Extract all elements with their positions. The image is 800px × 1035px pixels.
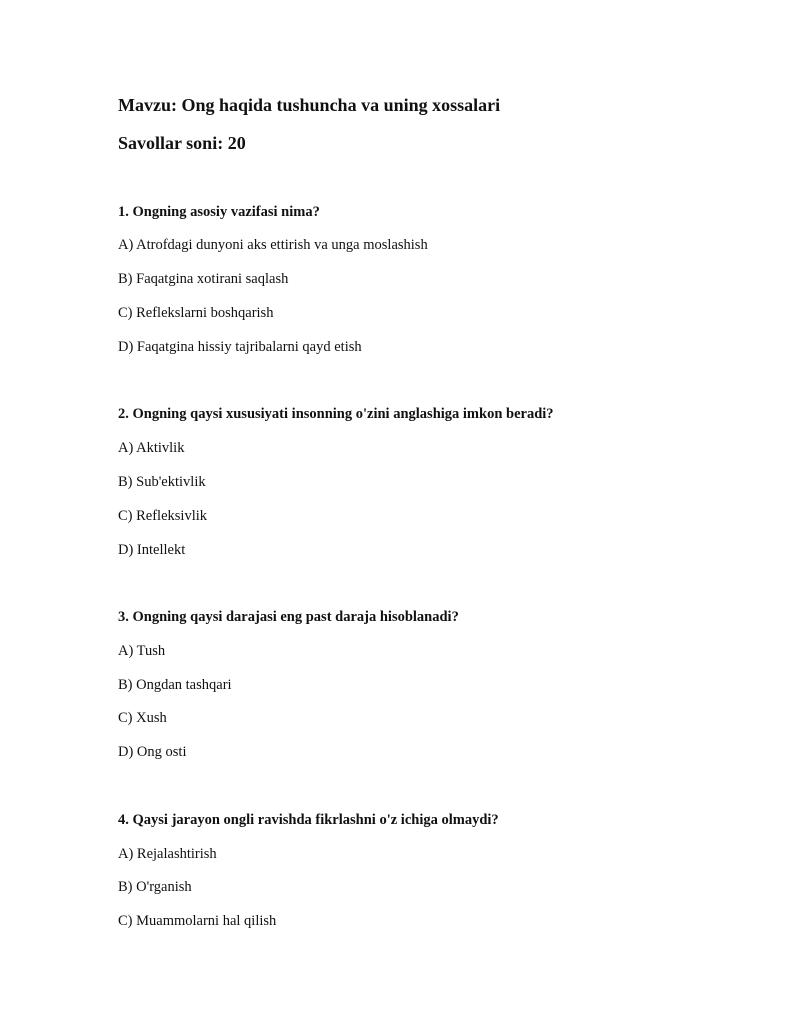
question-3-option-b: B) Ongdan tashqari: [118, 677, 232, 693]
question-3-option-a: A) Tush: [118, 643, 166, 659]
question-1: 1. Ongning asosiy vazifasi nima?: [118, 204, 320, 220]
question-count: Savollar soni: 20: [118, 133, 246, 153]
question-3: 3. Ongning qaysi darajasi eng past daraja hisoblanadi?: [118, 609, 459, 625]
question-2-option-d: D) Intellekt: [118, 542, 186, 558]
question-1-option-b: B) Faqatgina xotirani saqlash: [118, 271, 289, 287]
question-4-option-c: C) Muammolarni hal qilish: [118, 913, 277, 929]
question-2-option-c: C) Refleksivlik: [118, 508, 208, 524]
question-4-option-b: B) O'rganish: [118, 879, 192, 895]
question-1-option-a: A) Atrofdagi dunyoni aks ettirish va unga moslashish: [118, 237, 428, 253]
question-1-option-d: D) Faqatgina hissiy tajribalarni qayd etish: [118, 339, 362, 355]
question-4: 4. Qaysi jarayon ongli ravishda fikrlashni o'z ichiga olmaydi?: [118, 812, 499, 828]
question-1-option-c: C) Reflekslarni boshqarish: [118, 305, 274, 321]
question-3-option-c: C) Xush: [118, 710, 167, 726]
document-topic: Mavzu: Ong haqida tushuncha va uning xossalari: [118, 95, 501, 115]
question-2: 2. Ongning qaysi xususiyati insonning o'zini anglashiga imkon beradi?: [118, 406, 554, 422]
question-4-option-a: A) Rejalashtirish: [118, 846, 217, 862]
question-2-option-b: B) Sub'ektivlik: [118, 474, 206, 490]
question-3-option-d: D) Ong osti: [118, 744, 187, 760]
question-2-option-a: A) Aktivlik: [118, 440, 185, 456]
